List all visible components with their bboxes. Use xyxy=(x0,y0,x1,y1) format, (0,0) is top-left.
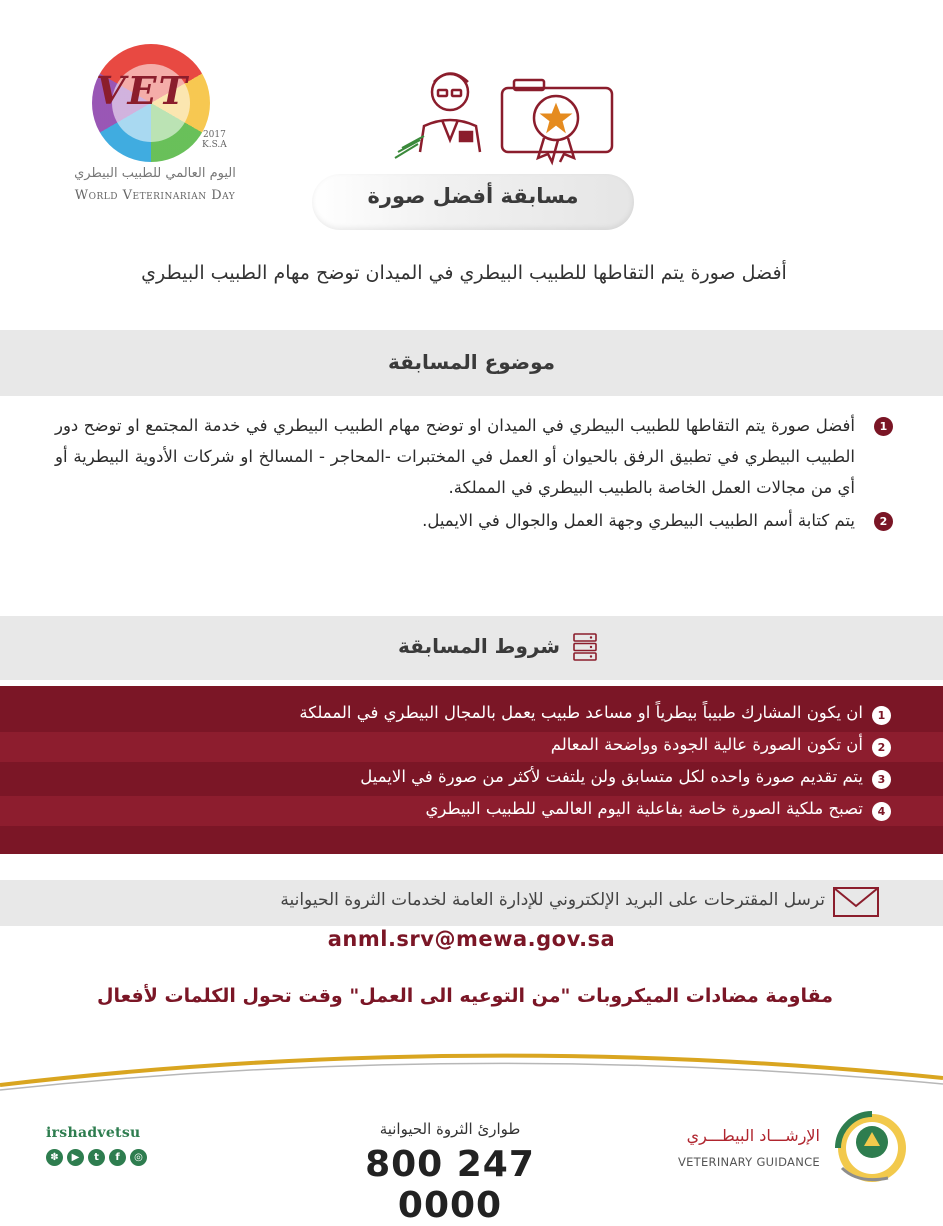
veterinary-guidance-arabic: الإرشـــاد البيطـــري xyxy=(686,1126,820,1145)
competition-subtitle: أفضل صورة يتم التقاطها للطبيب البيطري في الميدان توضح مهام الطبيب البيطري xyxy=(141,262,787,284)
list-item xyxy=(0,764,943,794)
number-badge: 4 xyxy=(872,802,891,821)
list-item xyxy=(0,732,943,762)
instagram-icon[interactable]: ◎ xyxy=(130,1149,147,1166)
topic-item-text: يتم كتابة أسم الطبيب البيطري وجهة العمل والجوال في الايميل. xyxy=(422,511,855,530)
camera-award-icon xyxy=(502,80,612,162)
slogan: مقاومة مضادات الميكروبات "من التوعيه الى العمل" وقت تحول الكلمات لأفعال xyxy=(96,985,834,1007)
decorative-gold-curve xyxy=(0,1040,943,1100)
condition-text: ان يكون المشارك طبيباً بيطرياً او مساعد طبيب يعمل بالمجال البيطري في المملكة xyxy=(299,703,863,722)
vet-camera-illustration xyxy=(390,60,620,170)
logo-letters: VET xyxy=(96,68,189,113)
logo-country: K.S.A xyxy=(202,140,227,150)
topic-heading: موضوع المسابقة xyxy=(387,350,556,374)
condition-text: يتم تقديم صورة واحده لكل متسابق ولن يلتفت لأكثر من صورة في الايميل xyxy=(360,767,863,786)
logo-english-name: World Veterinarian Day xyxy=(74,188,236,203)
email-link[interactable]: anml.srv@mewa.gov.sa xyxy=(327,927,616,951)
list-item xyxy=(55,410,893,503)
hotline-label: طوارئ الثروة الحيوانية xyxy=(379,1120,521,1138)
list-item xyxy=(55,505,893,536)
twitter-icon[interactable]: t xyxy=(88,1149,105,1166)
youtube-icon[interactable]: ▶ xyxy=(67,1149,84,1166)
envelope-icon xyxy=(832,886,880,918)
list-server-icon xyxy=(572,632,598,662)
competition-title: مسابقة أفضل صورة xyxy=(367,184,579,208)
hotline-number[interactable]: 800 247 0000 xyxy=(365,1144,535,1226)
number-badge: 1 xyxy=(874,417,893,436)
logo-year-block xyxy=(202,130,227,150)
list-item xyxy=(0,700,943,730)
number-badge: 3 xyxy=(872,770,891,789)
social-icons xyxy=(46,1149,147,1169)
facebook-icon[interactable]: f xyxy=(109,1149,126,1166)
social-handle[interactable]: irshadvetsu xyxy=(46,1125,141,1141)
logo-year: 2017 xyxy=(202,130,226,140)
conditions-heading: شروط المسابقة xyxy=(398,634,560,658)
veterinarian-icon xyxy=(420,74,480,153)
topic-item-text: أفضل صورة يتم التقاطها للطبيب البيطري في الميدان او توضح مهام الطبيب البيطري في خدمة المجتمع او توضح دور الطبيب البيطري في تطبيق الرفق بالحيوان أو العمل في المختبرات -المحاجر - المسالخ او شركات الأدوية البيطرية أو أي من مجالات العمل الخاصة بالطبيب البيطري في المملكة. xyxy=(55,416,855,497)
world-veterinarian-day-logo xyxy=(60,38,260,218)
email-instruction: ترسل المقترحات على البريد الإلكتروني للإدارة العامة لخدمات الثروة الحيوانية xyxy=(280,890,825,910)
condition-text: أن تكون الصورة عالية الجودة وواضحة المعالم xyxy=(550,735,863,754)
number-badge: 2 xyxy=(872,738,891,757)
snapchat-icon[interactable]: ✽ xyxy=(46,1149,63,1166)
veterinary-guidance-english: VETERINARY GUIDANCE xyxy=(677,1155,820,1169)
number-badge: 2 xyxy=(874,512,893,531)
veterinary-guidance-logo-icon xyxy=(828,1108,910,1190)
conditions-list xyxy=(0,686,943,854)
topic-list xyxy=(55,410,893,536)
logo-arabic-name: اليوم العالمي للطبيب البيطري xyxy=(74,166,236,181)
number-badge: 1 xyxy=(872,706,891,725)
condition-text: تصبح ملكية الصورة خاصة بفاعلية اليوم العالمي للطبيب البيطري xyxy=(425,799,863,818)
list-item xyxy=(0,796,943,826)
